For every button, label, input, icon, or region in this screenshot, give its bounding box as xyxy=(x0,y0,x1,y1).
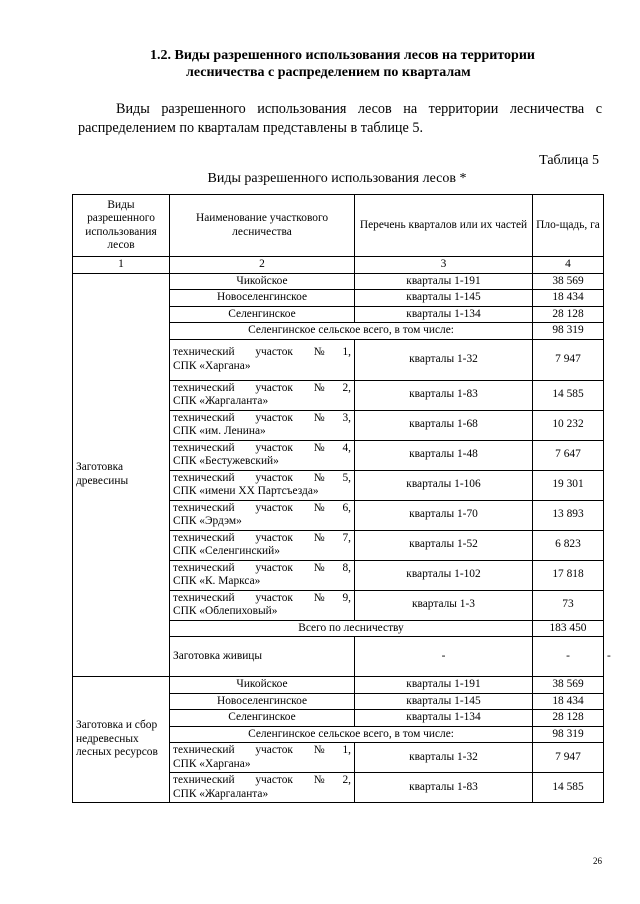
quarters-cell: кварталы 1-83 xyxy=(355,380,533,410)
col-num-3: 3 xyxy=(355,257,533,274)
quarters-cell: кварталы 1-52 xyxy=(355,530,533,560)
forestry-name: Селенгинское xyxy=(170,306,355,323)
area-cell: 7 947 xyxy=(533,339,604,380)
quarters-cell: кварталы 1-145 xyxy=(355,693,533,710)
area-cell: 38 569 xyxy=(533,273,604,290)
column-number-row xyxy=(73,257,604,274)
quarters-cell: кварталы 1-83 xyxy=(355,773,533,803)
quarters-cell: - xyxy=(533,637,604,677)
table-row xyxy=(73,273,604,290)
heading-line-1: 1.2. Виды разрешенного использования лесов на территории xyxy=(150,48,535,63)
plot-name: технический участок №3, СПК «им. Ленина» xyxy=(170,410,355,440)
quarters-cell: кварталы 1-134 xyxy=(355,710,533,727)
quarters-cell: кварталы 1-106 xyxy=(355,470,533,500)
plot-name: технический участок №8, СПК «К. Маркса» xyxy=(170,560,355,590)
forestry-name: Селенгинское xyxy=(170,710,355,727)
area-cell: 13 893 xyxy=(533,500,604,530)
quarters-cell: кварталы 1-191 xyxy=(355,273,533,290)
area-cell: 38 569 xyxy=(533,677,604,694)
col-num-4: 4 xyxy=(533,257,604,274)
forestry-name: Новоселенгинское xyxy=(170,693,355,710)
table-number: Таблица 5 xyxy=(539,153,599,168)
quarters-cell: кварталы 1-102 xyxy=(355,560,533,590)
heading-line-2: лесничества с распределением по кварталам xyxy=(186,65,471,80)
col-num-1: 1 xyxy=(73,257,170,274)
plot-name: технический участок №1, СПК «Харгана» xyxy=(170,339,355,380)
plot-name: технический участок №7, СПК «Селенгинский» xyxy=(170,530,355,560)
plot-name: технический участок №2, СПК «Жаргаланта» xyxy=(170,380,355,410)
subtotal-label: Селенгинское сельское всего, в том числе: xyxy=(170,323,533,340)
header-use-type: Виды разрешенного использования лесов xyxy=(73,195,170,257)
category-cell: Заготовка и сбор недревесных лесных ресурсов xyxy=(73,677,170,803)
subtotal-area: 98 319 xyxy=(533,726,604,743)
area-cell: 7 947 xyxy=(533,743,604,773)
forestry-name: - xyxy=(355,637,533,677)
area-cell: 28 128 xyxy=(533,710,604,727)
area-cell: 17 818 xyxy=(533,560,604,590)
quarters-cell: кварталы 1-3 xyxy=(355,590,533,620)
subtotal-label: Селенгинское сельское всего, в том числе: xyxy=(170,726,533,743)
area-cell: 28 128 xyxy=(533,306,604,323)
area-cell: 73 xyxy=(533,590,604,620)
area-cell: 19 301 xyxy=(533,470,604,500)
intro-paragraph: Виды разрешенного использования лесов на территории лесничества с распределением по кварталам представлены в таблице 5. xyxy=(78,101,602,136)
quarters-cell: кварталы 1-145 xyxy=(355,290,533,307)
col-num-2: 2 xyxy=(170,257,355,274)
forestry-name: Чикойское xyxy=(170,677,355,694)
total-area: 183 450 xyxy=(533,620,604,637)
quarters-cell: кварталы 1-134 xyxy=(355,306,533,323)
quarters-cell: кварталы 1-70 xyxy=(355,500,533,530)
subtotal-area: 98 319 xyxy=(533,323,604,340)
quarters-cell: кварталы 1-48 xyxy=(355,440,533,470)
table-row: Заготовка живицы - - - xyxy=(73,637,604,677)
section-heading xyxy=(150,47,580,81)
quarters-cell: кварталы 1-32 xyxy=(355,743,533,773)
plot-name: технический участок №2, СПК «Жаргаланта» xyxy=(170,773,355,803)
area-cell: 10 232 xyxy=(533,410,604,440)
category-cell: Заготовка живицы xyxy=(170,637,355,677)
area-cell: 14 585 xyxy=(533,380,604,410)
plot-name: технический участок №1, СПК «Харгана» xyxy=(170,743,355,773)
header-forestry-name: Наименование участкового лесничества xyxy=(170,195,355,257)
header-area: Пло-щадь, га xyxy=(533,195,604,257)
forestry-name: Чикойское xyxy=(170,273,355,290)
plot-name: технический участок №5, СПК «имени XX Партсъезда» xyxy=(170,470,355,500)
header-quarters: Перечень кварталов или их частей xyxy=(355,195,533,257)
table-row xyxy=(73,677,604,694)
category-cell: Заготовка древесины xyxy=(73,273,170,677)
area-cell: 18 434 xyxy=(533,290,604,307)
plot-name: технический участок №9, СПК «Облепиховый» xyxy=(170,590,355,620)
quarters-cell: кварталы 1-32 xyxy=(355,339,533,380)
table-title: Виды разрешенного использования лесов * xyxy=(207,171,467,186)
total-label: Всего по лесничеству xyxy=(170,620,533,637)
area-cell: 14 585 xyxy=(533,773,604,803)
forestry-name: Новоселенгинское xyxy=(170,290,355,307)
plot-name: технический участок №6, СПК «Эрдэм» xyxy=(170,500,355,530)
page-number: 26 xyxy=(593,856,602,866)
area-cell: 18 434 xyxy=(533,693,604,710)
area-cell: 6 823 xyxy=(533,530,604,560)
area-cell: 7 647 xyxy=(533,440,604,470)
plot-name: технический участок №4, СПК «Бестужевский» xyxy=(170,440,355,470)
table-header-row xyxy=(73,195,604,257)
quarters-cell: кварталы 1-68 xyxy=(355,410,533,440)
forest-use-table xyxy=(72,194,611,803)
quarters-cell: кварталы 1-191 xyxy=(355,677,533,694)
